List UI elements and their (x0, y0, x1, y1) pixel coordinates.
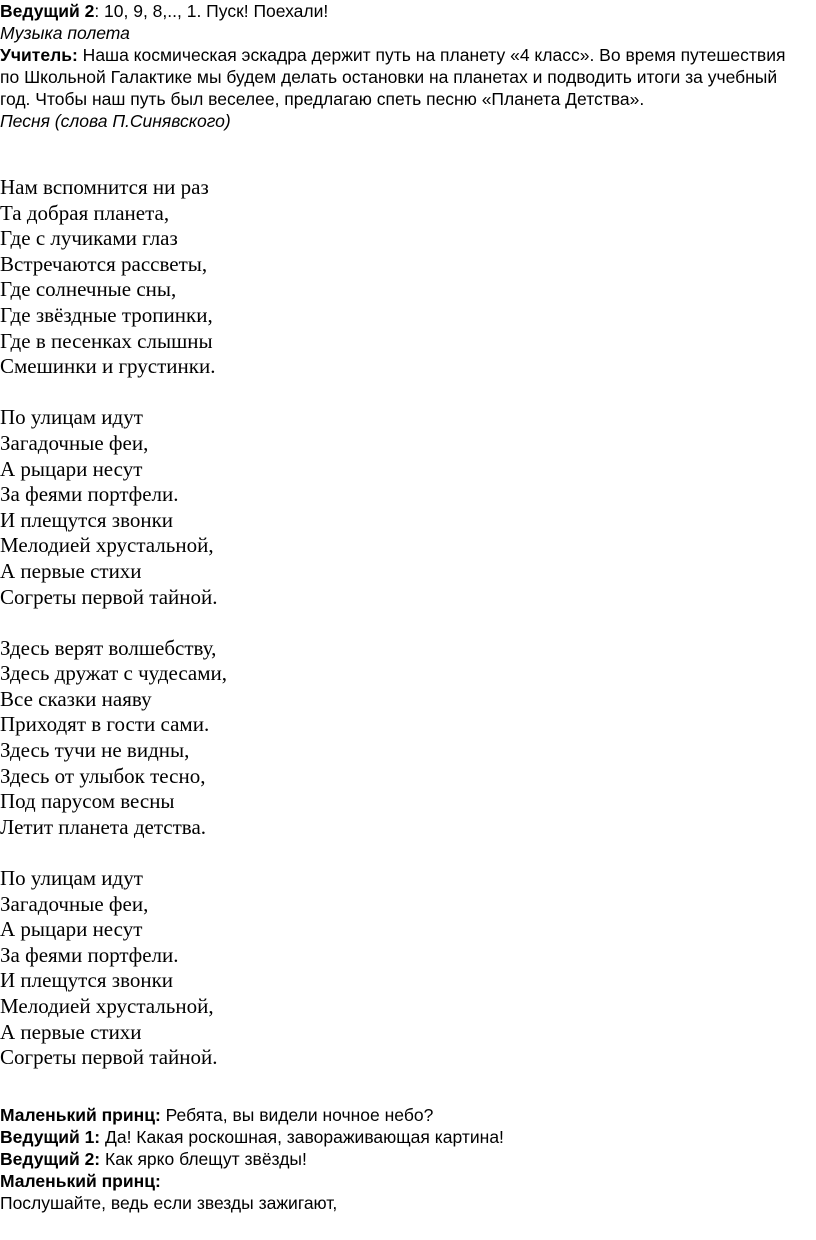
lyric-line: За феями портфели. (0, 942, 179, 967)
lyric-line: Смешинки и грустинки. (0, 354, 216, 379)
stanza (0, 175, 600, 380)
lyric-line: А рыцари несут (0, 917, 143, 942)
lyric-line: За феями портфели. (0, 482, 179, 507)
dialogue-section (0, 1104, 808, 1214)
speaker-name: Учитель: (0, 45, 78, 65)
body-text: Послушайте, ведь если звезды зажигают, (0, 1193, 338, 1213)
lyric-line: И плещутся звонки (0, 507, 174, 532)
stanza (0, 636, 600, 841)
song-lyrics (0, 175, 600, 1096)
speaker-name: Ведущий 2 (0, 1, 95, 21)
teacher-paragraph (0, 44, 808, 110)
lyric-line: Встречаются рассветы, (0, 251, 208, 276)
dialogue-line (0, 1126, 808, 1148)
stanza (0, 405, 600, 610)
speaker-line (0, 0, 808, 22)
song-credit: Песня (слова П.Синявского) (0, 111, 231, 131)
speaker-name: Ведущий 1: (0, 1127, 101, 1147)
lyric-line: А первые стихи (0, 558, 142, 583)
lyric-line: Где звёздные тропинки, (0, 302, 213, 327)
lyric-line: Где солнечные сны, (0, 277, 177, 302)
lyric-line: Здесь тучи не видны, (0, 738, 190, 763)
dialogue-line (0, 1148, 808, 1170)
lyric-line: Где с лучиками глаз (0, 226, 178, 251)
lyric-line: Здесь дружат с чудесами, (0, 661, 228, 686)
dialogue-line (0, 1170, 808, 1192)
lyric-line: Под парусом весны (0, 789, 175, 814)
lyric-line: Мелодией хрустальной, (0, 533, 214, 558)
speaker-name: Маленький принц: (0, 1105, 161, 1125)
lyric-line: Все сказки наяву (0, 686, 152, 711)
lyric-line: Мелодией хрустальной, (0, 994, 214, 1018)
lyric-line: А первые стихи (0, 1019, 142, 1044)
lyric-line: По улицам идут (0, 405, 143, 430)
lyric-line: Здесь от улыбок тесно, (0, 763, 206, 788)
lyric-line: Летит планета детства. (0, 814, 207, 839)
speaker-name: Ведущий 2: (0, 1149, 101, 1169)
lyric-line: А рыцари несут (0, 456, 143, 481)
speaker-text: Наша космическая эскадра держит путь на планету «4 класс». Во время путешествия по Школьной Галактике мы будем делать остановки на планетах и подводить итоги за учебный год. Чтобы наш путь был веселее, предлагаю спеть песню «Планета Детства». (0, 45, 786, 109)
lyric-line: Согреты первой тайной. (0, 584, 218, 609)
lyric-line: Загадочные феи, (0, 430, 149, 455)
lyric-line: Та добрая планета, (0, 200, 170, 225)
lyric-line: Где в песенках слышны (0, 328, 213, 353)
dialogue-line (0, 1104, 808, 1126)
speaker-text: Ребята, вы видели ночное небо? (160, 1105, 434, 1125)
speaker-name: Маленький принц: (0, 1171, 161, 1191)
lyric-line: Загадочные феи, (0, 891, 149, 916)
lyric-line: По улицам идут (0, 866, 143, 891)
lyric-line: И плещутся звонки (0, 968, 174, 993)
lyric-line: Нам вспомнится ни раз (0, 175, 209, 199)
speaker-text: Как ярко блещут звёзды! (100, 1149, 307, 1169)
lyric-line: Здесь верят волшебству, (0, 635, 217, 660)
lyric-line: Согреты первой тайной. (0, 1045, 218, 1070)
speaker-text: : 10, 9, 8,.., 1. Пуск! Поехали! (94, 1, 329, 21)
stage-direction: Музыка полета (0, 23, 130, 43)
intro-section (0, 0, 808, 132)
speaker-text: Да! Какая роскошная, завораживающая картина! (100, 1127, 504, 1147)
stanza (0, 866, 600, 1071)
lyric-line: Приходят в гости сами. (0, 712, 210, 737)
